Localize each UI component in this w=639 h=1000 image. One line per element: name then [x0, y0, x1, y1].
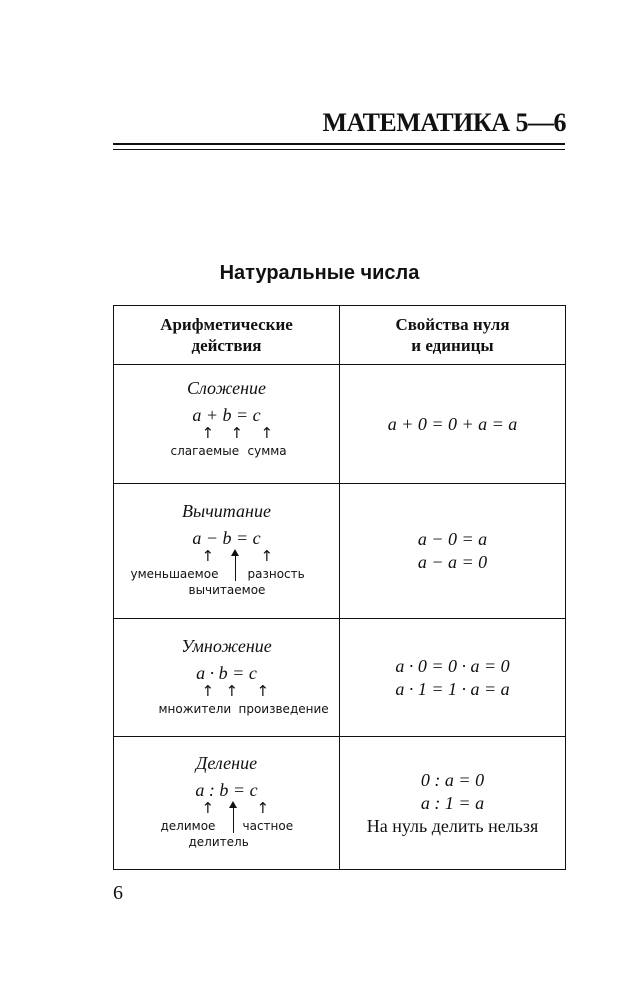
- operation-name: Сложение: [186, 378, 267, 398]
- operation-name: Вычитание: [182, 501, 271, 521]
- property-line: На нуль делить нельзя: [366, 815, 539, 836]
- property-line: a · 0 = 0 · a = 0: [395, 655, 510, 676]
- up-arrow-icon: ↑: [201, 681, 215, 700]
- property-line: a − a = 0: [417, 552, 488, 572]
- up-arrow-icon: ↑: [230, 424, 244, 442]
- properties-cell-subtraction: [340, 484, 566, 619]
- label-quotient: частное: [242, 819, 294, 833]
- operation-cell-multiplication: [114, 619, 340, 737]
- header-rule-thick: [113, 143, 565, 145]
- table-header-row: [114, 306, 566, 365]
- label-divisor: делитель: [188, 835, 249, 849]
- formula-annotations: [127, 801, 327, 853]
- page-number: 6: [113, 882, 123, 904]
- operation-cell-addition: [114, 365, 340, 484]
- header-properties-text: Свойства нуля и единицы: [395, 315, 510, 355]
- operation-formula: a · b = c: [196, 662, 257, 683]
- table-row: [114, 619, 566, 737]
- property-line: 0 : a = 0: [420, 769, 485, 790]
- label-subtrahend: вычитаемое: [188, 583, 266, 597]
- up-arrow-icon: ↑: [201, 424, 215, 442]
- header-operations-text: Арифметические действия: [160, 315, 293, 355]
- page-header-title: МАТЕМАТИКА 5—6: [322, 108, 566, 137]
- label-product: произведение: [238, 701, 329, 716]
- up-arrow-icon: ↑: [256, 681, 270, 700]
- operations-table: [113, 305, 566, 870]
- operation-cell-division: [114, 737, 340, 870]
- property-line: a + 0 = 0 + a = a: [387, 413, 518, 434]
- up-arrow-icon: ↑: [260, 547, 274, 565]
- property-line: a · 1 = 1 · a = a: [395, 678, 510, 699]
- label-addends: слагаемые: [170, 444, 240, 458]
- up-arrow-icon: ↑: [201, 547, 215, 565]
- operation-cell-subtraction: [114, 484, 340, 619]
- up-arrow-long-icon: [233, 807, 234, 833]
- up-arrow-icon: ↑: [256, 799, 270, 817]
- label-factors: множители: [158, 701, 232, 716]
- formula-annotations: [127, 426, 327, 470]
- formula-annotations: [127, 681, 329, 720]
- formula-annotations: [127, 549, 327, 601]
- label-sum: сумма: [247, 444, 287, 458]
- operation-formula: a + b = c: [192, 405, 261, 425]
- properties-cell-division: [340, 737, 566, 870]
- properties-cell-multiplication: [340, 619, 566, 737]
- header-rule-thin: [113, 149, 565, 150]
- property-line: a : 1 = a: [420, 792, 485, 813]
- operation-name: Деление: [195, 753, 258, 773]
- table-row: [114, 737, 566, 870]
- label-minuend: уменьшаемое: [130, 567, 219, 581]
- up-arrow-icon: ↑: [260, 424, 274, 442]
- header-operations: [114, 306, 340, 365]
- up-arrow-long-icon: [235, 555, 236, 581]
- label-dividend: делимое: [160, 819, 216, 833]
- operation-formula: a − b = c: [192, 528, 261, 548]
- table-row: [114, 484, 566, 619]
- operation-formula: a : b = c: [195, 780, 258, 800]
- up-arrow-icon: ↑: [225, 681, 239, 700]
- table-row: [114, 365, 566, 484]
- operation-name: Умножение: [181, 635, 272, 656]
- up-arrow-icon: ↑: [201, 799, 215, 817]
- property-line: a − 0 = a: [417, 529, 488, 549]
- label-difference: разность: [247, 567, 305, 581]
- properties-cell-addition: [340, 365, 566, 484]
- section-title: Натуральные числа: [219, 262, 420, 284]
- header-properties: [340, 306, 566, 365]
